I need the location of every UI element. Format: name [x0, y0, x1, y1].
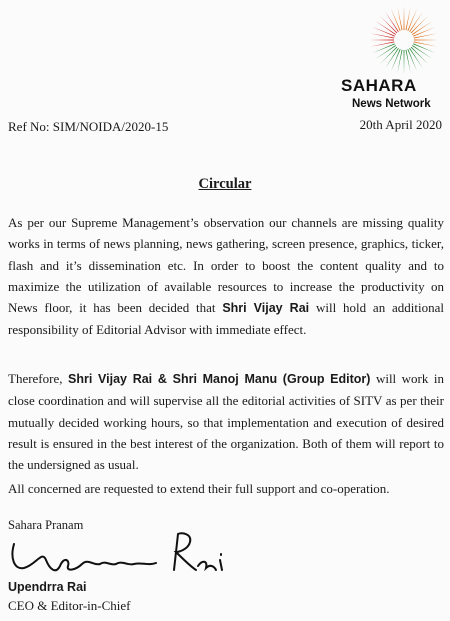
paragraph-2-text-b: will work in close coordination and will supervise all the editorial activities of SITV as per their mutually decided working hours, so that implementation and execution of desired result is ensured in the best interest of the organization. Both of them will report to the undersigned as usual. [8, 371, 444, 473]
logo-ray [380, 16, 397, 33]
circular-date: 20th April 2020 [359, 117, 442, 132]
paragraph-2 [8, 368, 444, 475]
logo-ray [380, 47, 397, 64]
paragraph-1-text-a: As per our Supreme Management’s observation our channels are missing quality works in terms of news planning, news gathering, screen presence, graphics, ticker, flash and it’s dissemination etc. In order to boost the content quality and to maximize the utilization of available resources to increase the productivity on News floor, it has been decided that [8, 215, 444, 316]
paragraph-1 [8, 212, 444, 341]
logo-ray [411, 47, 428, 64]
brand-name: SAHARA [341, 76, 417, 95]
brand-subtitle: News Network [352, 98, 431, 110]
paragraph-3: All concerned are requested to extend their full support and co-operation. [8, 481, 390, 496]
paragraph-2-text-a: Therefore, [8, 371, 68, 386]
logo-ray [414, 40, 438, 41]
document-title: Circular [198, 176, 252, 192]
signer-name: Upendrra Rai [8, 580, 87, 594]
signer-role: CEO & Editor-in-Chief [8, 598, 131, 613]
logo-ray [411, 16, 428, 33]
paragraph-1-text-b: will hold an additional responsibility of Editorial Advisor with immediate effect. [8, 300, 444, 338]
reference-number: Ref No: SIM/NOIDA/2020-15 [8, 119, 169, 134]
handwritten-signature [6, 530, 236, 580]
logo-ray [370, 40, 394, 41]
paragraph-2-bold: Shri Vijay Rai & Shri Manoj Manu (Group Editor) [67, 372, 371, 386]
logo-ray [404, 6, 405, 30]
sahara-starburst-icon [368, 4, 440, 76]
closing-greeting: Sahara Pranam [8, 518, 84, 532]
logo-ray [404, 50, 405, 74]
paragraph-1-bold: Shri Vijay Rai [222, 301, 310, 316]
